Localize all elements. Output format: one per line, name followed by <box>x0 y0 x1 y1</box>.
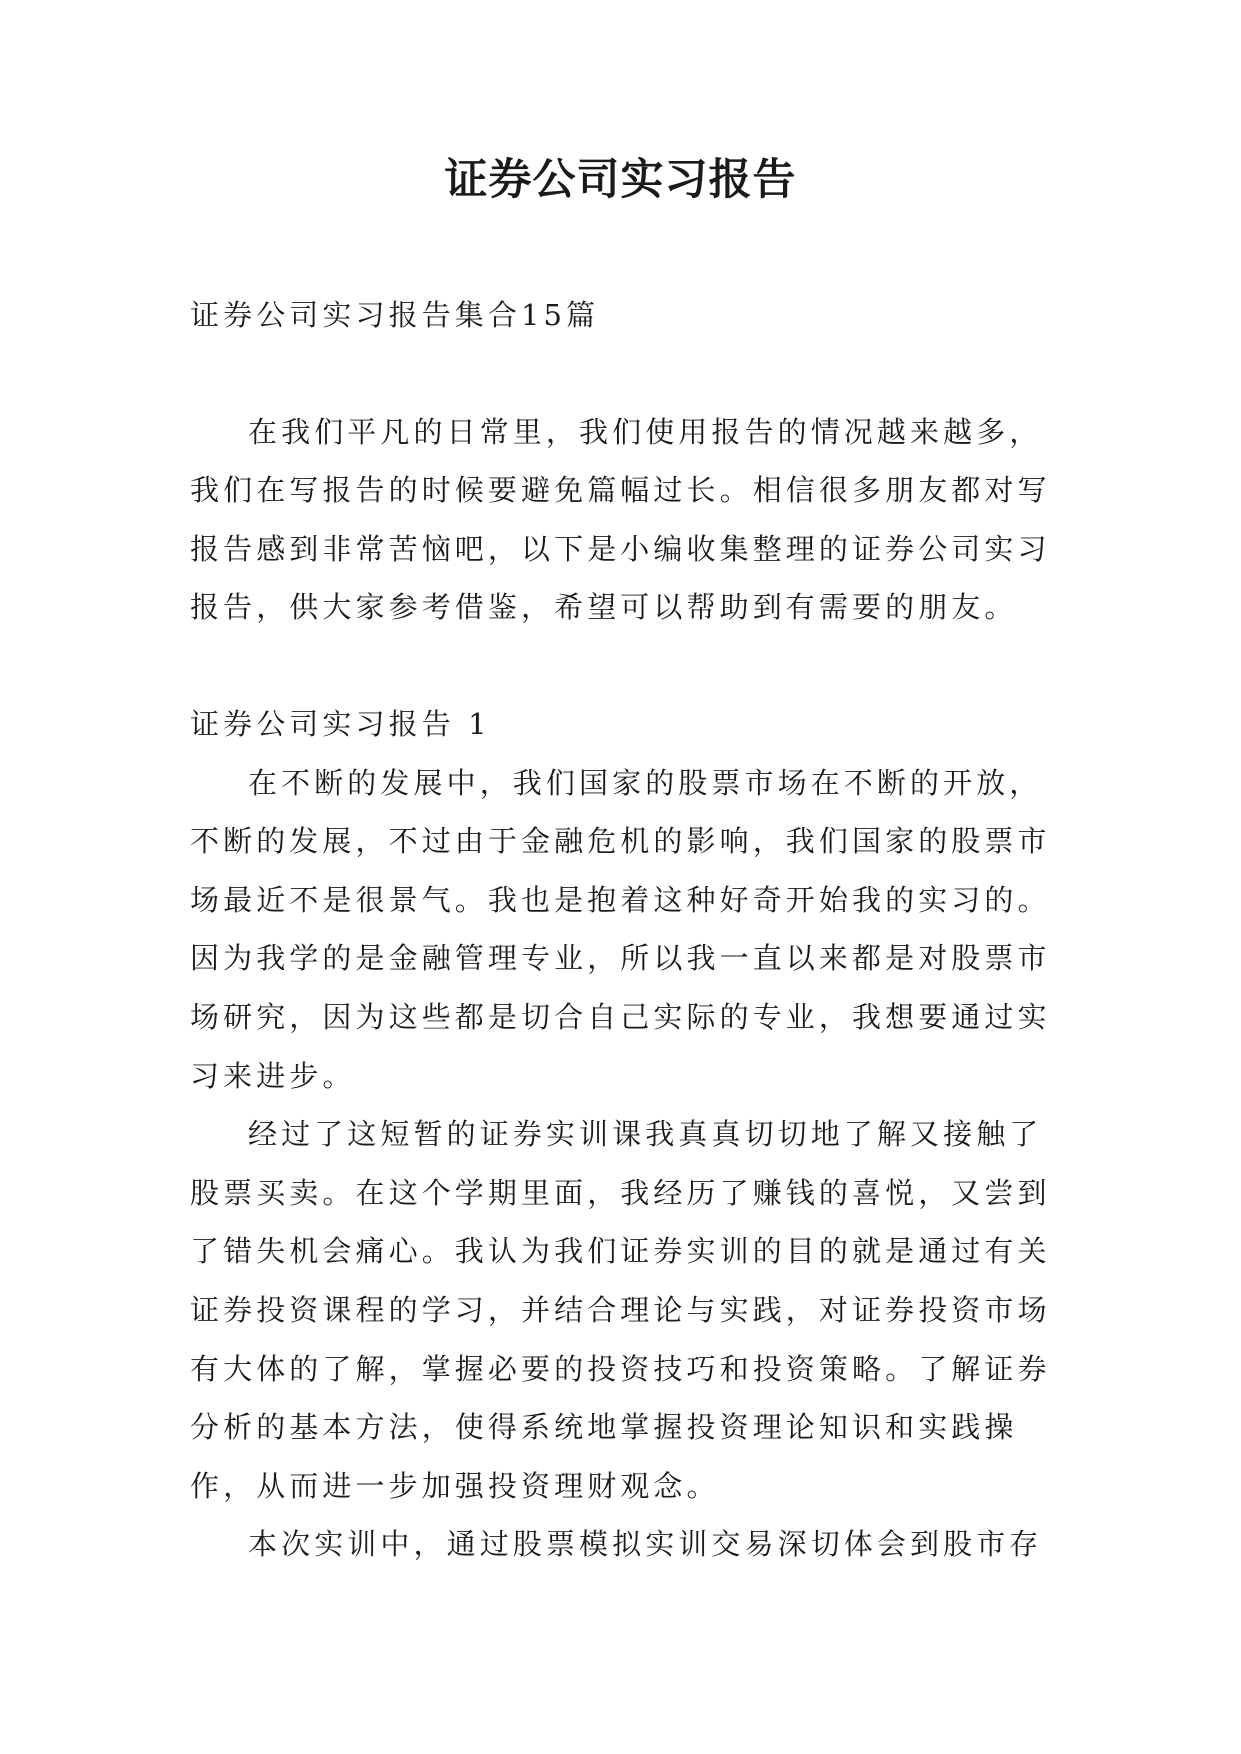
document-title: 证券公司实习报告 <box>444 155 797 205</box>
section-heading: 证券公司实习报告 1 <box>190 706 491 741</box>
body-paragraph: 在不断的发展中，我们国家的股票市场在不断的开放，不断的发展，不过由于金融危机的影响，我们国家的股票市场最近不是很景气。我也是抱着这种好奇开始我的实习的。因为我学的是金融管理专业，所以我一直以来都是对股票市场研究，因为这些都是切合自己实际的专业，我想要通过实习来进步。 <box>190 765 1051 1093</box>
body-paragraph: 本次实训中，通过股票模拟实训交易深切体会到股市存 <box>248 1527 1043 1562</box>
document-subtitle: 证券公司实习报告集合15篇 <box>190 298 600 332</box>
body-paragraph: 经过了这短暂的证券实训课我真真切切地了解又接触了股票买卖。在这个学期里面，我经历了赚钱的喜悦，又尝到了错失机会痛心。我认为我们证券实训的目的就是通过有关证券投资课程的学习，并结合理论与实践，对证券投资市场有大体的了解，掌握必要的投资技巧和投资策略。了解证券分析的基本方法，使得系统地掌握投资理论知识和实践操作，从而进一步加强投资理财观念。 <box>190 1117 1051 1503</box>
document-body <box>190 286 1070 1574</box>
intro-paragraph: 在我们平凡的日常里，我们使用报告的情况越来越多，我们在写报告的时候要避免篇幅过长。相信很多朋友都对写报告感到非常苦恼吧，以下是小编收集整理的证券公司实习报告，供大家参考借鉴，希望可以帮助到有需要的朋友。 <box>190 414 1051 625</box>
